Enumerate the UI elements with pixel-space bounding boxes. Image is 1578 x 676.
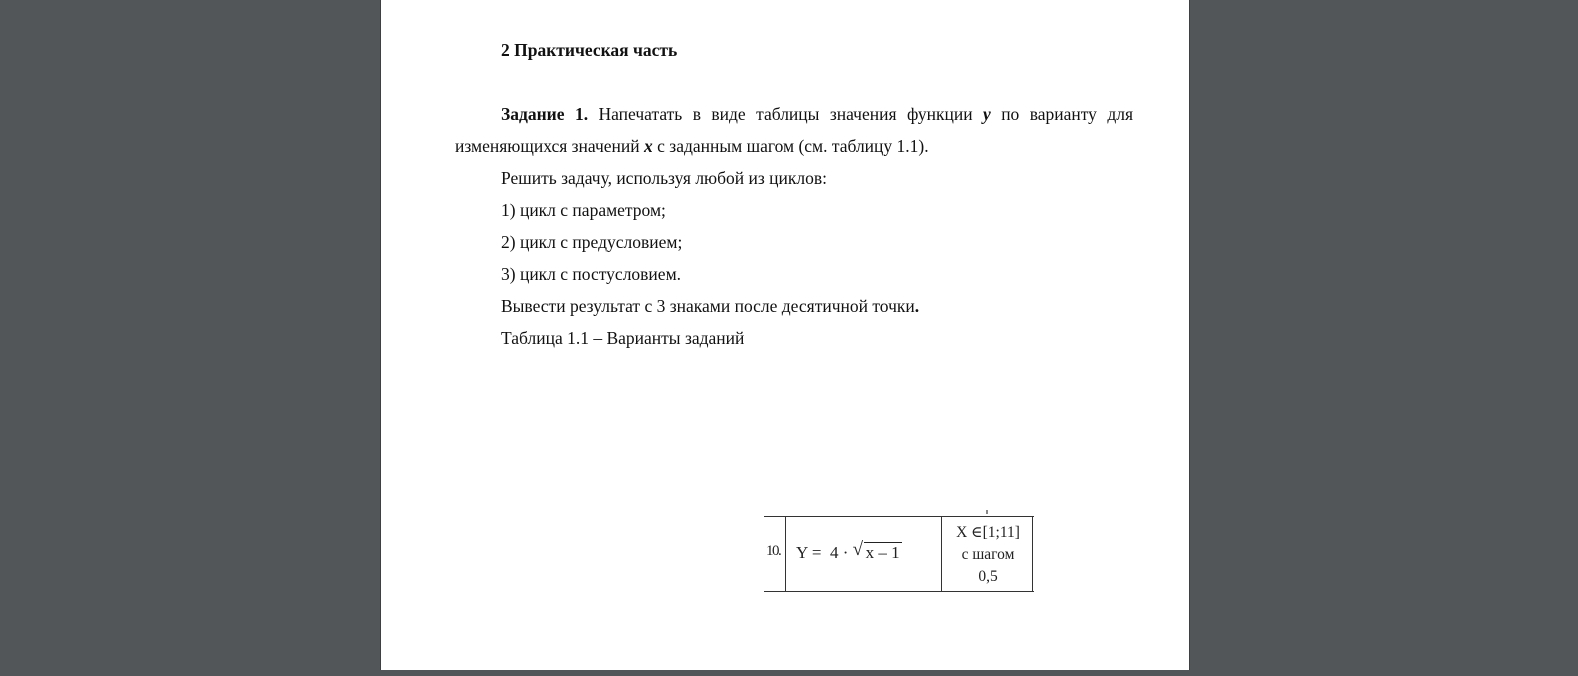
square-root [852, 539, 902, 563]
task-text-1: Напечатать в виде таблицы значения функции [598, 104, 973, 124]
range-step-value: 0,5 [978, 568, 998, 585]
task-label: Задание 1. [501, 104, 589, 124]
variants-table-fragment [764, 516, 1034, 592]
table-top-border [764, 516, 1034, 517]
variant-number: 10. [766, 543, 781, 559]
cycle-option-1: 1) цикл с параметром; [501, 200, 666, 220]
formula-coefficient: 4 · [829, 543, 849, 562]
table-top-tick [986, 510, 988, 514]
output-period: . [914, 296, 920, 316]
variable-x: x [644, 136, 653, 156]
formula-radicand: x – 1 [865, 543, 900, 562]
variable-y: y [982, 104, 991, 124]
radical-sign-icon: √ [852, 539, 864, 560]
function-formula [796, 539, 902, 563]
task-text-3: изменяющихся значений [455, 136, 640, 156]
cycle-option-2: 2) цикл с предусловием; [501, 232, 683, 252]
solve-instruction: Решить задачу, используя любой из циклов: [501, 168, 828, 188]
section-heading: 2 Практическая часть [501, 40, 678, 60]
task-paragraph-line-1 [501, 104, 1133, 125]
table-col-divider-1 [785, 516, 786, 592]
formula-lhs: Y = [796, 543, 822, 562]
table-caption: Таблица 1.1 – Варианты заданий [501, 328, 745, 348]
task-text-2: по варианту для [1001, 104, 1134, 124]
range-step-label: с шагом [961, 546, 1015, 563]
output-instruction [501, 296, 919, 317]
range-interval: X ∈[1;11] [956, 524, 1020, 541]
argument-range [942, 522, 1034, 588]
cycle-option-3: 3) цикл с постусловием. [501, 264, 682, 284]
table-bottom-border [764, 591, 1034, 592]
task-paragraph-line-2 [455, 136, 929, 157]
task-text-4: с заданным шагом (см. таблицу 1.1). [657, 136, 929, 156]
output-text: Вывести результат с 3 знаками после десятичной точки [501, 296, 915, 316]
